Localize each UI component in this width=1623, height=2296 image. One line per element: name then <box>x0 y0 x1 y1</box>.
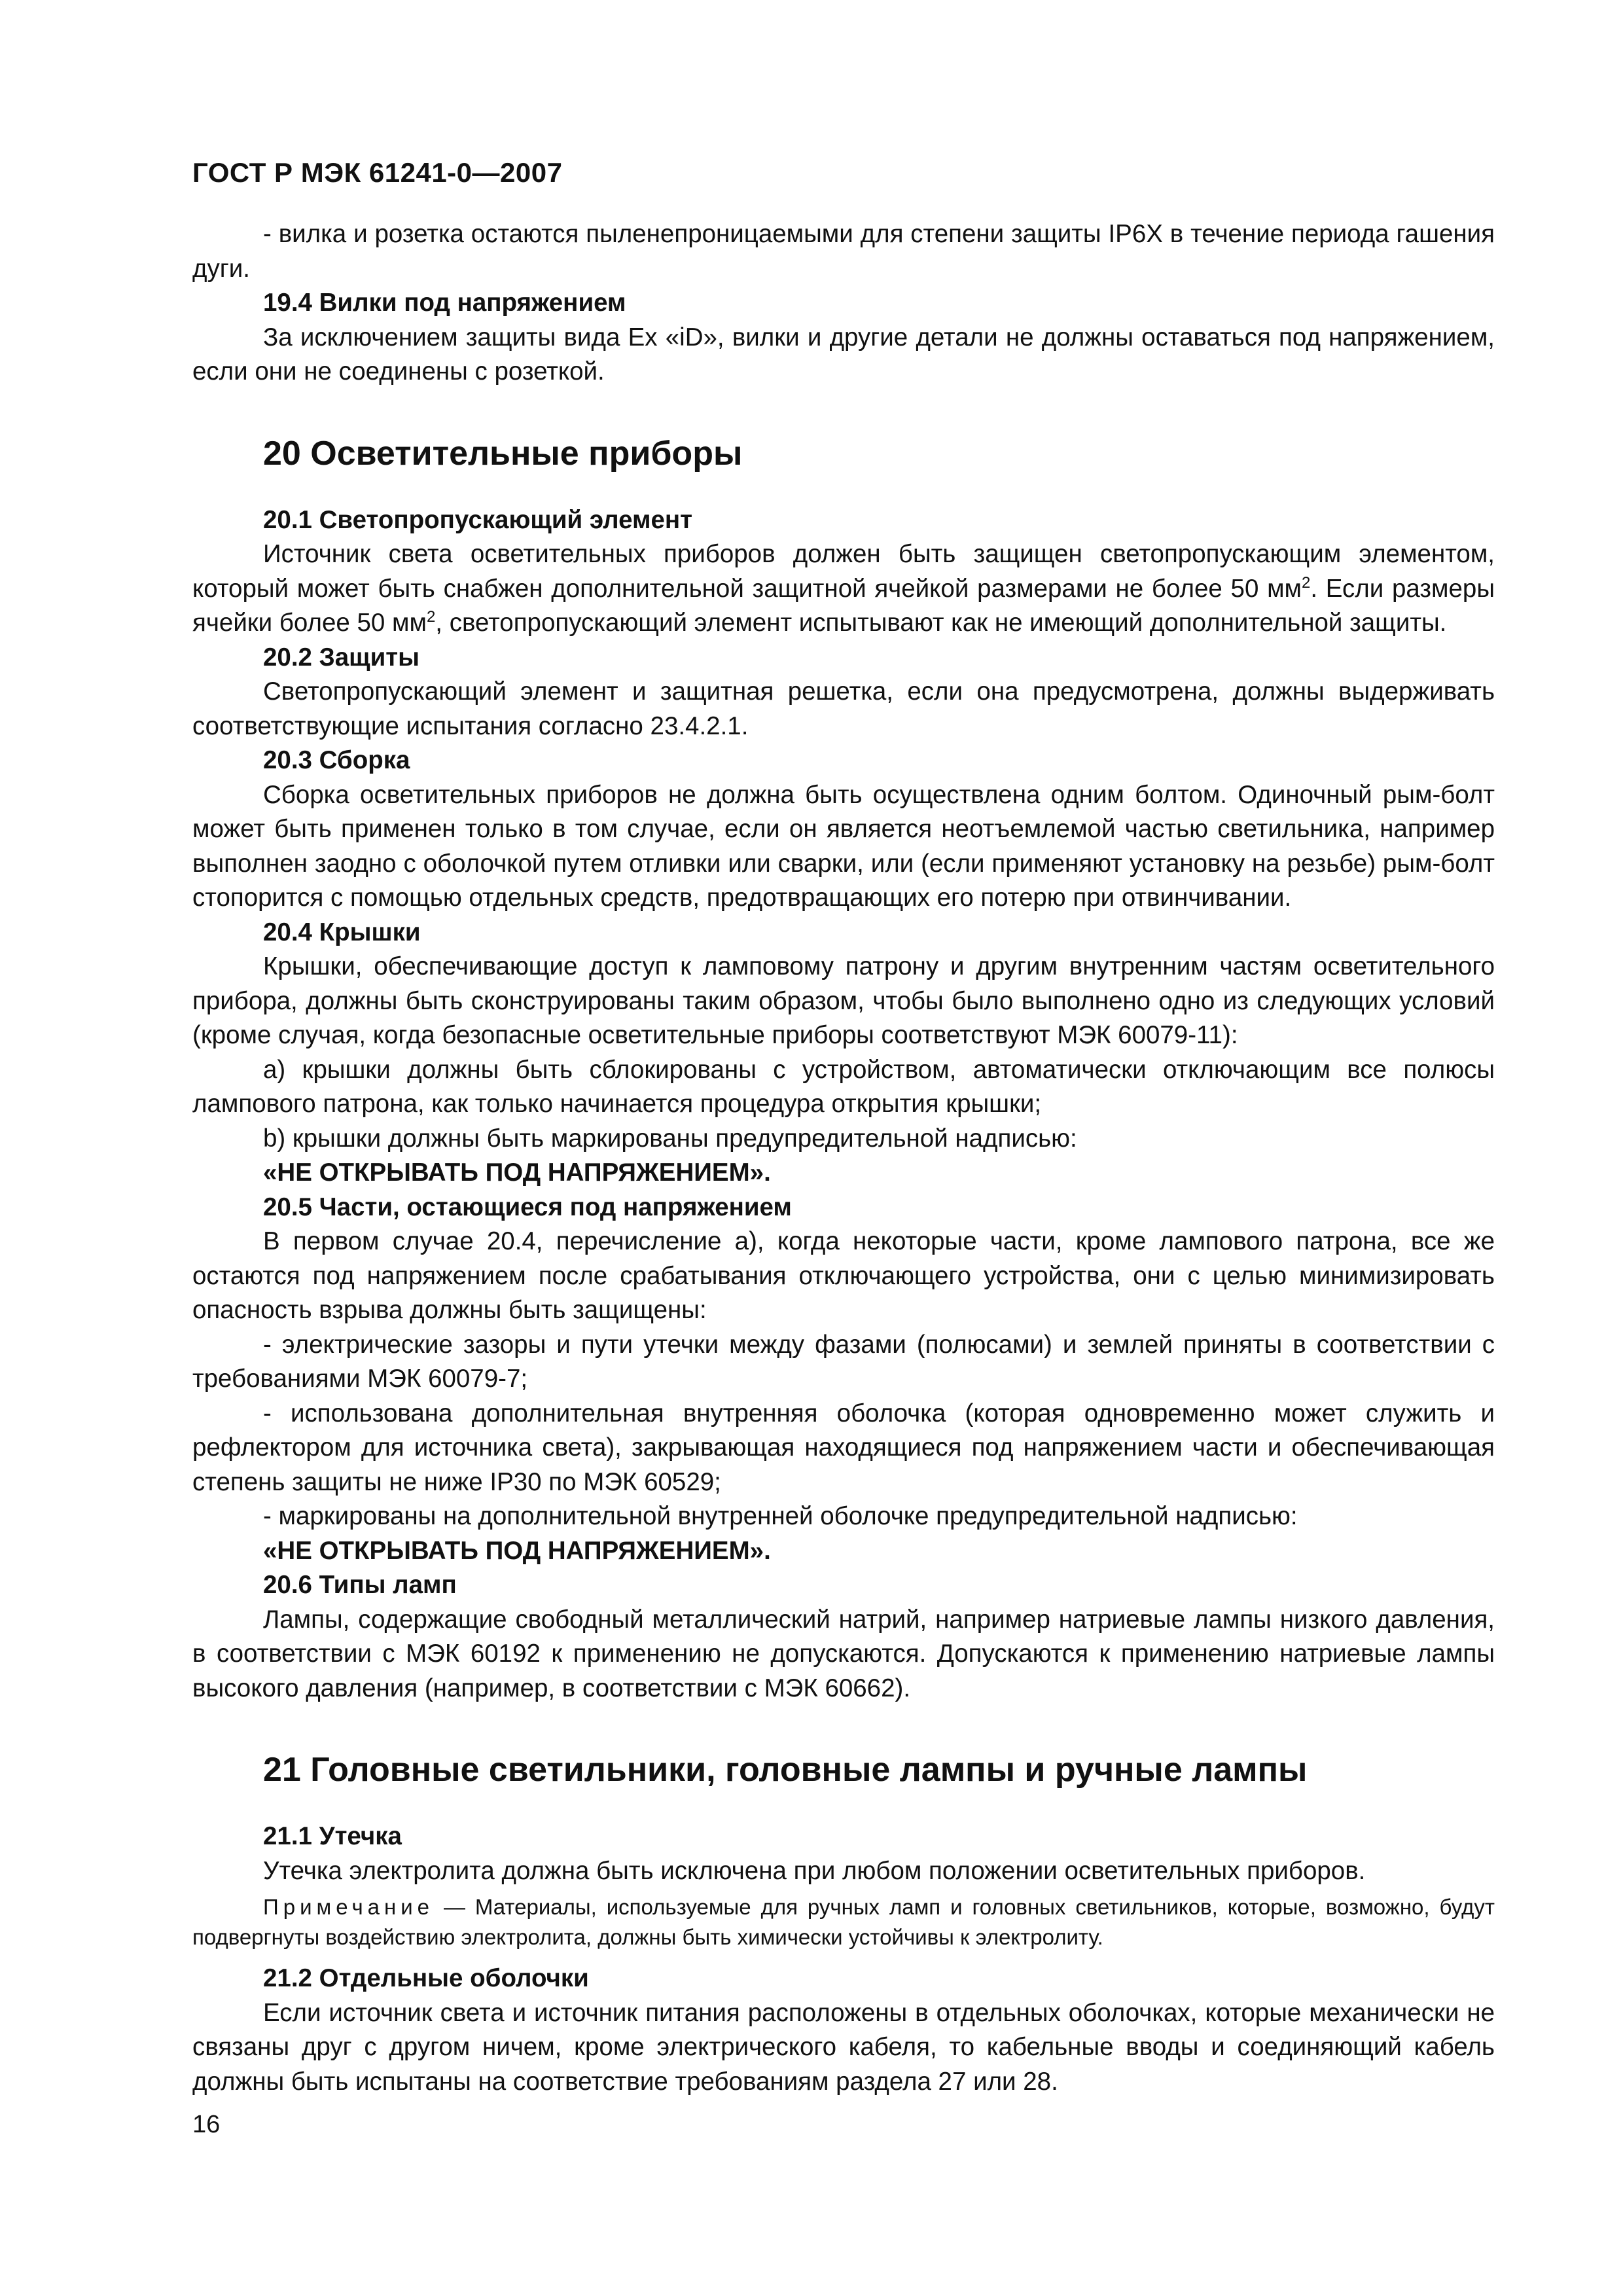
paragraph-20-6: Лампы, содержащие свободный металлический натрий, например натриевые лампы низкого давления, в соответствии с МЭК 60192 к применению не допускаются. Допускаются к применению натриевые лампы высокого давления (например, в соответствии с МЭК 60662). <box>192 1605 1495 1702</box>
section-title-21: 21 Головные светильники, головные лампы и ручные лампы <box>263 1751 1308 1789</box>
paragraph-19-4: За исключением защиты вида Ex «iD», вилки и другие детали не должны оставаться под напряжением, если они не соединены с розеткой. <box>192 323 1495 386</box>
paragraph-20-4: Крышки, обеспечивающие доступ к ламповому патрону и другим внутренним частям осветительного прибора, должны быть сконструированы таким образом, чтобы было выполнено одно из следующих условий (кроме случая, когда безопасные осветительные приборы соответствуют МЭК 60079-11): <box>192 952 1495 1049</box>
paragraph-20-1-part-c: , светопропускающий элемент испытывают как не имеющий дополнительной защиты. <box>435 609 1447 637</box>
section-title-20: 20 Осветительные приборы <box>263 434 743 473</box>
document-header: ГОСТ Р МЭК 61241-0—2007 <box>192 157 563 188</box>
subsection-title-20-2: 20.2 Защиты <box>263 643 420 672</box>
list-item-20-5-1: - электрические зазоры и пути утечки между фазами (полюсами) и землей приняты в соответствии с требованиями МЭК 60079-7; <box>192 1330 1495 1393</box>
list-item-20-5-2: - использована дополнительная внутренняя оболочка (которая одновременно может служить и рефлектором для источника света), закрывающая находящиеся под напряжением части и обеспечивающая степень защиты не ниже IP30 по МЭК 60529; <box>192 1399 1495 1496</box>
page-number: 16 <box>192 2111 221 2138</box>
list-item-20-4-a: а) крышки должны быть сблокированы с устройством, автоматически отключающим все полюсы лампового патрона, как только начинается процедура открытия крышки; <box>192 1055 1495 1118</box>
warning-text: «НЕ ОТКРЫВАТЬ ПОД НАПРЯЖЕНИЕМ». <box>263 1158 771 1187</box>
paragraph-20-1-part-a: Источник света осветительных приборов должен быть защищен светопропускающим элементом, который может быть снабжен дополнительной защитной ячейкой размерами не более 50 мм <box>192 540 1495 603</box>
list-item-20-4-b: b) крышки должны быть маркированы предупредительной надписью: <box>263 1124 1077 1153</box>
paragraph-19-3-tail: - вилка и розетка остаются пыленепроницаемыми для степени защиты IP6X в течение периода гашения дуги. <box>192 220 1495 283</box>
paragraph-20-5: В первом случае 20.4, перечисление а), когда некоторые части, кроме лампового патрона, все же остаются под напряжением после срабатывания отключающего устройства, они с целью минимизировать опасность взрыва должны быть защищены: <box>192 1227 1495 1324</box>
note-text: — Материалы, используемые для ручных ламп и головных светильников, которые, возможно, будут подвергнуты воздействию электролита, должны быть химически устойчивы к электролиту. <box>192 1895 1495 1949</box>
paragraph-20-3: Сборка осветительных приборов не должна быть осуществлена одним болтом. Одиночный рым-болт может быть применен только в том случае, если он является неотъемлемой частью светильника, например выполнен заодно с оболочкой путем отливки или сварки, или (если применяют установку на резьбе) рым-болт стопорится с помощью отдельных средств, предотвращающих его потерю при отвинчивании. <box>192 780 1495 912</box>
paragraph-20-2: Светопропускающий элемент и защитная решетка, если она предусмотрена, должны выдерживать соответствующие испытания согласно 23.4.2.1. <box>192 677 1495 740</box>
document-page <box>192 157 1495 2099</box>
superscript: 2 <box>426 608 436 626</box>
paragraph-21-2: Если источник света и источник питания расположены в отдельных оболочках, которые механически не связаны друг с другом ничем, кроме электрического кабеля, то кабельные вводы и соединяющий кабель должны быть испытаны на соответствие требованиям раздела 27 или 28. <box>192 1998 1495 2096</box>
subsection-title-21-2: 21.2 Отдельные оболочки <box>263 1964 589 1992</box>
subsection-title-20-4: 20.4 Крышки <box>263 918 421 946</box>
paragraph-20-1 <box>192 537 1495 641</box>
subsection-title-20-5: 20.5 Части, остающиеся под напряжением <box>263 1193 792 1221</box>
list-item-20-5-3: - маркированы на дополнительной внутренней оболочке предупредительной надписью: <box>263 1502 1298 1530</box>
warning-text: «НЕ ОТКРЫВАТЬ ПОД НАПРЯЖЕНИЕМ». <box>263 1536 771 1565</box>
subsection-title-20-1: 20.1 Светопропускающий элемент <box>263 505 693 534</box>
note <box>192 1892 1495 1952</box>
subsection-title-21-1: 21.1 Утечка <box>263 1822 402 1850</box>
subsection-title-19-4: 19.4 Вилки под напряжением <box>263 289 626 317</box>
superscript: 2 <box>1302 573 1311 592</box>
subsection-title-20-6: 20.6 Типы ламп <box>263 1571 457 1599</box>
paragraph-20-1-part-b: . Если размеры ячейки более 50 мм <box>192 574 1495 637</box>
paragraph-21-1: Утечка электролита должна быть исключена при любом положении осветительных приборов. <box>263 1856 1366 1885</box>
note-label: Примечание <box>263 1895 435 1919</box>
subsection-title-20-3: 20.3 Сборка <box>263 746 410 774</box>
